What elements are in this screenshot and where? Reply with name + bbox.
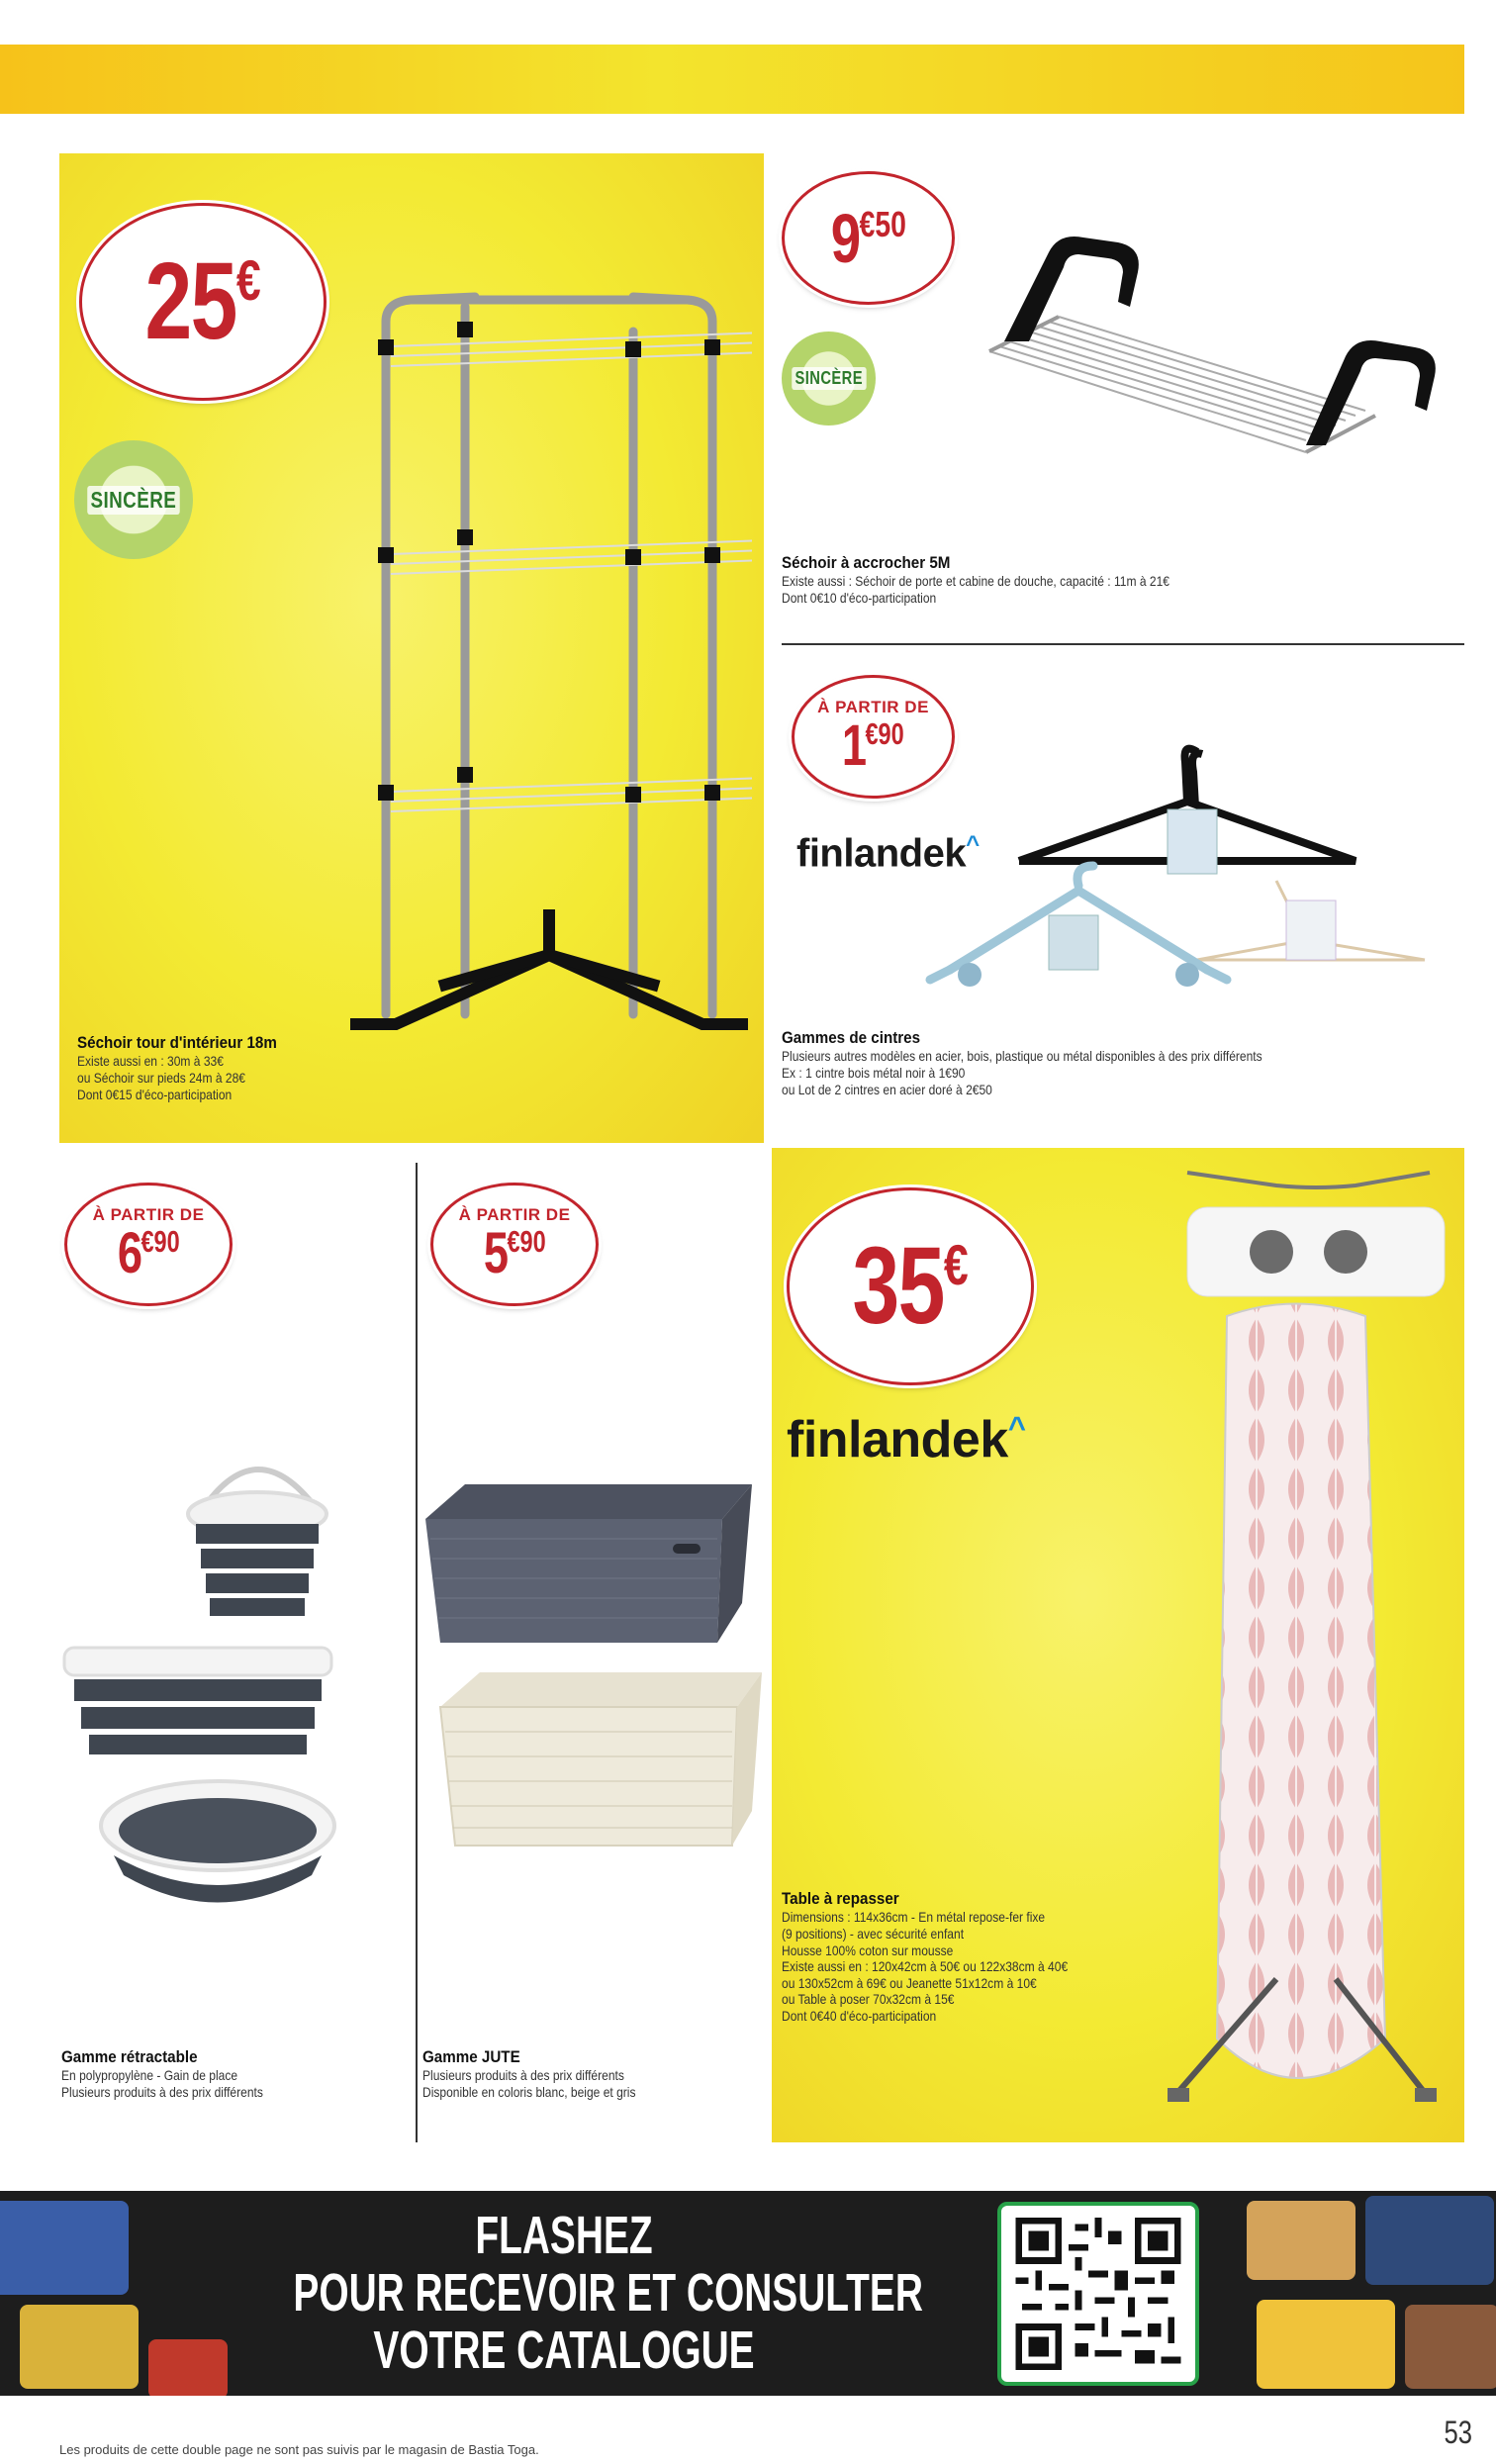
page-number: 53	[1444, 2415, 1473, 2450]
sechoir-tour-image	[336, 262, 752, 1074]
sechoir-accrocher-image	[910, 193, 1445, 490]
sincere-logo: SINCÈRE	[782, 332, 876, 426]
separator	[416, 1163, 418, 2142]
banner-line: VOTRE CATALOGUE	[373, 2321, 755, 2380]
price-badge-sechoir-accrocher: $9^{€50}$	[782, 171, 955, 305]
sincere-logo: SINCÈRE	[74, 440, 193, 559]
panel-cintres	[772, 653, 1464, 1143]
desc-cintres: Gammes de cintres Plusieurs autres modèles en acier, bois, plastique ou métal disponibles à des prix différents Ex : 1 cintre bois métal noir à 1€90 ou Lot de 2 cintres en acier doré à 2€50	[782, 1029, 1262, 1097]
desc-sechoir-accrocher: Séchoir à accrocher 5M Existe aussi : Séchoir de porte et cabine de douche, capacité : 11m à 21€ Dont 0€10 d'éco-participation	[782, 554, 1169, 606]
panel-sechoir-accrocher	[772, 153, 1464, 643]
desc-gamme-jute: Gamme JUTE Plusieurs produits à des prix différents Disponible en coloris blanc, beige et gris	[422, 2048, 636, 2100]
banner-tile	[1247, 2201, 1356, 2280]
price-badge-sechoir-tour: 25€	[79, 203, 327, 401]
panel-sechoir-tour	[59, 153, 764, 1143]
desc-sechoir-tour: Séchoir tour d'intérieur 18m Existe aussi en : 30m à 33€ ou Séchoir sur pieds 24m à 28€ Dont 0€15 d'éco-participation	[77, 1034, 277, 1102]
top-color-band	[0, 45, 1464, 114]
panel-table-repasser	[772, 1148, 1464, 2142]
cintres-image	[871, 732, 1464, 1029]
qr-code[interactable]	[997, 2202, 1199, 2386]
banner-tile	[20, 2305, 139, 2389]
banner-text	[188, 2207, 940, 2379]
desc-gamme-retractable: Gamme rétractable En polypropylène - Gain de place Plusieurs produits à des prix différents	[61, 2048, 263, 2100]
qr-catalogue-banner	[0, 2191, 1496, 2396]
banner-tile	[1405, 2305, 1496, 2389]
banner-line: POUR RECEVOIR ET CONSULTER	[293, 2263, 923, 2322]
banner-line: FLASHEZ	[475, 2206, 653, 2265]
paniers-jute-image	[421, 1479, 767, 1895]
price-badge-retractable: À PARTIR DE $6^{€90}$	[64, 1183, 233, 1306]
banner-tile	[0, 2201, 129, 2295]
panel-gamme-retractable	[59, 1153, 411, 2142]
table-repasser-image	[1158, 1168, 1464, 2137]
panel-gamme-jute	[421, 1153, 767, 2142]
footnote: Les produits de cette double page ne sont pas suivis par le magasin de Bastia Toga.	[59, 2442, 539, 2457]
price-badge-table-repasser: 35€	[787, 1187, 1034, 1385]
price-badge-cintres: À PARTIR DE $1^{€90}$	[792, 675, 955, 799]
finlandek-logo: finlandek^	[796, 831, 980, 876]
finlandek-logo: finlandek^	[787, 1410, 1026, 1469]
price-badge-jute: À PARTIR DE $5^{€90}$	[430, 1183, 599, 1306]
separator	[782, 643, 1464, 645]
desc-table-repasser: Table à repasser Dimensions : 114x36cm - En métal repose-fer fixe (9 positions) - avec sécurité enfant Housse 100% coton sur mousse Existe aussi en : 120x42cm à 50€ ou 122x38cm à 40€ ou 130x52cm à 69€ ou Jeanette 51x12cm à 10€ ou Table à poser 70x32cm à 15€ Dont 0€40 d'éco-participation	[782, 1890, 1069, 2024]
bassines-image	[59, 1390, 411, 1944]
banner-tile	[1365, 2196, 1494, 2285]
banner-tile	[1257, 2300, 1395, 2389]
